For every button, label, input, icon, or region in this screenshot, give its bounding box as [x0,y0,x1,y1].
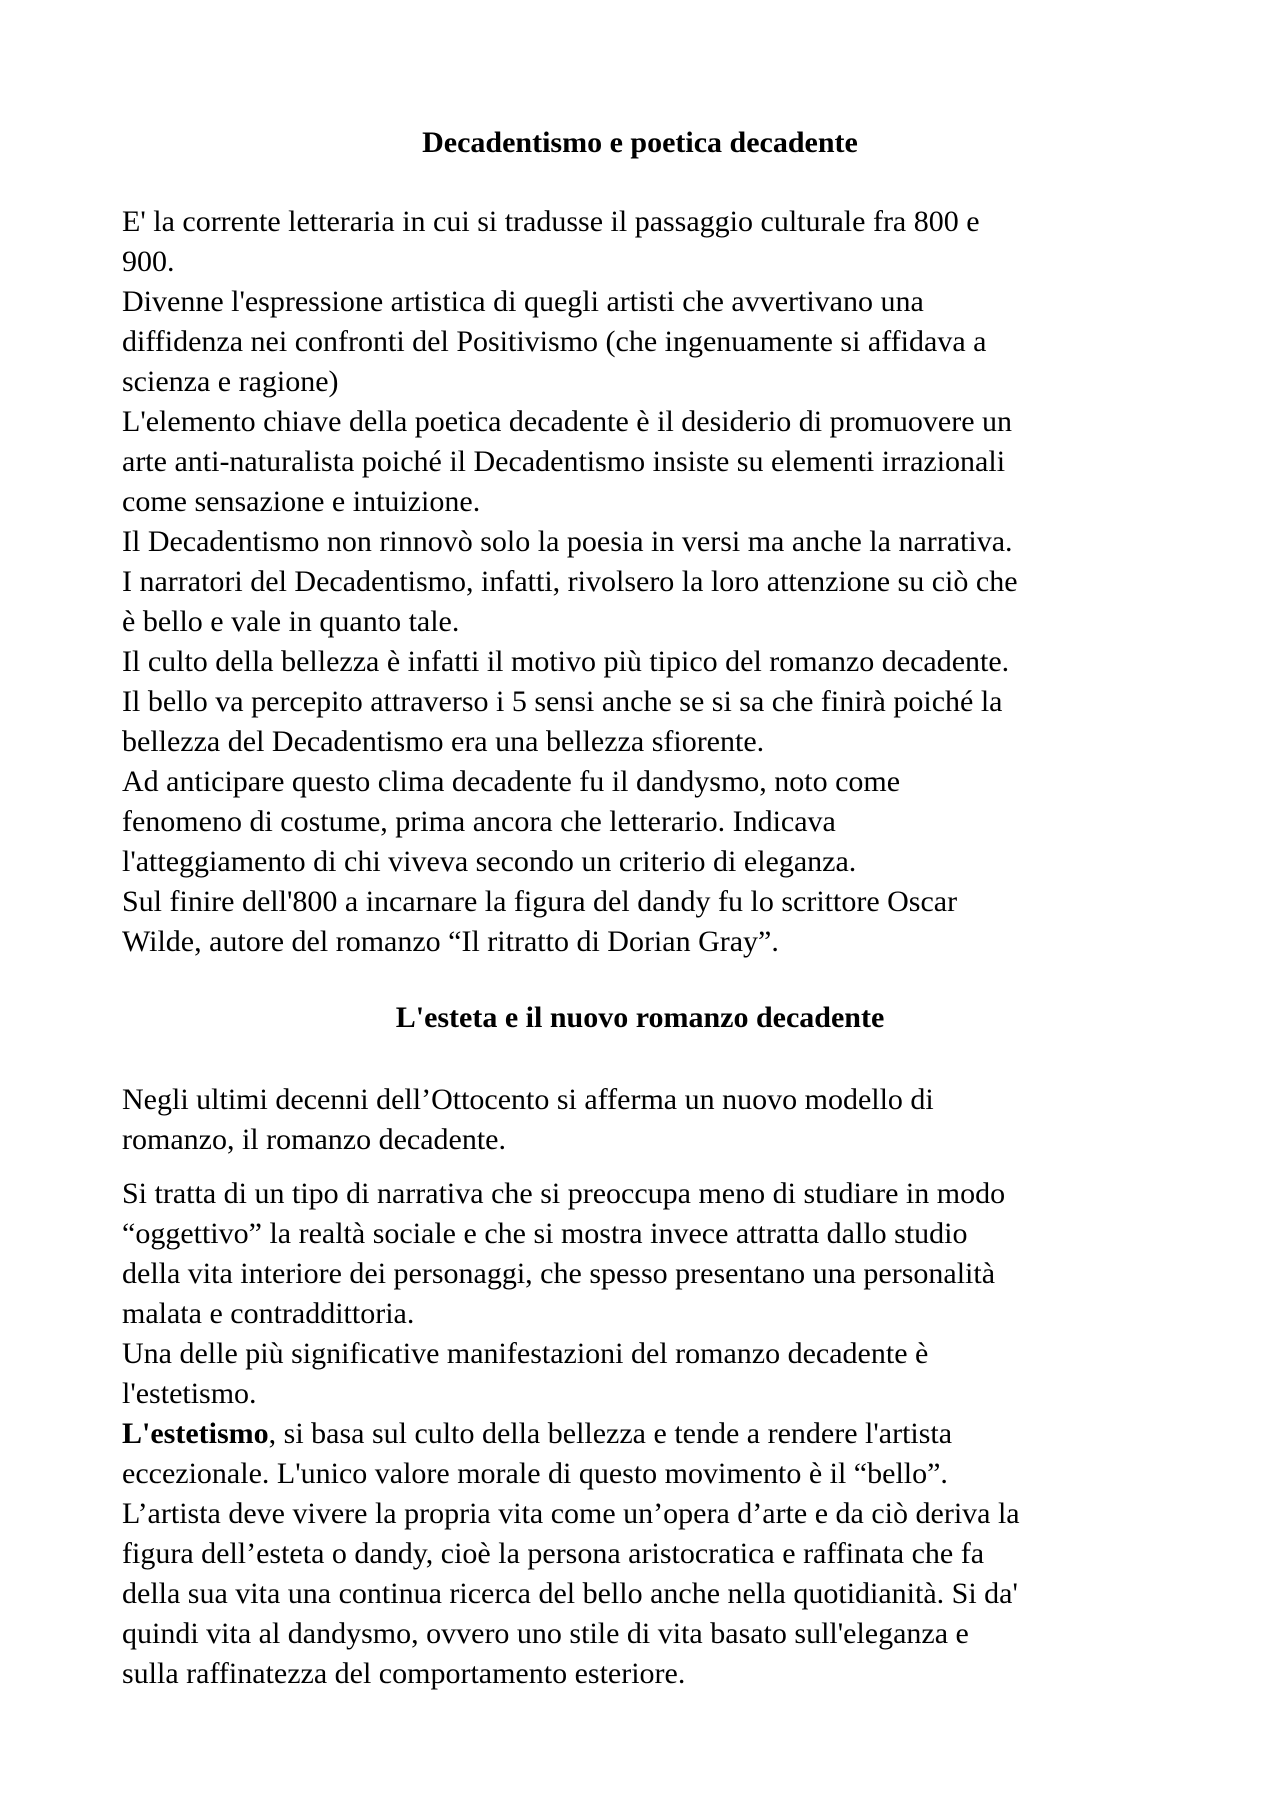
text-line: Wilde, autore del romanzo “Il ritratto di Dorian Gray”. [122,925,779,958]
estetismo-term: L'estetismo [122,1417,269,1450]
text-line: Negli ultimi decenni dell’Ottocento si afferma un nuovo modello di [122,1083,934,1116]
estetismo-definition: , si basa sul culto della bellezza e tende a rendere l'artista [268,1417,953,1450]
text-line: L'elemento chiave della poetica decadente è il desiderio di promuovere un [122,405,1013,438]
text-line: bellezza del Decadentismo era una bellezza sfiorente. [122,725,765,758]
text-line: l'estetismo. [122,1377,257,1410]
text-line: I narratori del Decadentismo, infatti, rivolsero la loro attenzione su ciò che [122,565,1018,598]
text-line: sulla raffinatezza del comportamento esteriore. [122,1657,686,1690]
text-line: arte anti-naturalista poiché il Decadentismo insiste su elementi irrazionali [122,445,1006,478]
text-line: Il culto della bellezza è infatti il motivo più tipico del romanzo decadente. [122,645,1010,678]
section-body-decadentismo [122,202,1182,962]
text-line: come sensazione e intuizione. [122,485,481,518]
text-line: scienza e ragione) [122,365,339,398]
text-line: Ad anticipare questo clima decadente fu il dandysmo, noto come [122,765,901,798]
text-line: è bello e vale in quanto tale. [122,605,460,638]
text-line: E' la corrente letteraria in cui si tradusse il passaggio culturale fra 800 e [122,205,980,238]
section-intro-esteta [122,1080,1182,1160]
section-title-decadentismo: Decadentismo e poetica decadente [422,126,858,159]
estetismo-line [122,1414,1182,1454]
text-line: “oggettivo” la realtà sociale e che si mostra invece attratta dallo studio [122,1217,968,1250]
section-body-esteta [122,1174,1182,1694]
section-title-esteta: L'esteta e il nuovo romanzo decadente [395,1001,885,1034]
text-line: Il bello va percepito attraverso i 5 sensi anche se si sa che finirà poiché la [122,685,1003,718]
text-line: fenomeno di costume, prima ancora che letterario. Indicava [122,805,836,838]
text-line: Si tratta di un tipo di narrativa che si preoccupa meno di studiare in modo [122,1177,1006,1210]
text-line: Il Decadentismo non rinnovò solo la poesia in versi ma anche la narrativa. [122,525,1013,558]
text-line: malata e contraddittoria. [122,1297,415,1330]
text-line: 900. [122,245,175,278]
text-line: L’artista deve vivere la propria vita come un’opera d’arte e da ciò deriva la [122,1497,1020,1530]
text-line: diffidenza nei confronti del Positivismo (che ingenuamente si affidava a [122,325,987,358]
text-line: Una delle più significative manifestazioni del romanzo decadente è [122,1337,929,1370]
text-line: eccezionale. L'unico valore morale di questo movimento è il “bello”. [122,1457,948,1490]
text-line: Divenne l'espressione artistica di quegli artisti che avvertivano una [122,285,924,318]
text-line: Sul finire dell'800 a incarnare la figura del dandy fu lo scrittore Oscar [122,885,958,918]
text-line: figura dell’esteta o dandy, cioè la persona aristocratica e raffinata che fa [122,1537,985,1570]
text-line: romanzo, il romanzo decadente. [122,1123,506,1156]
text-line: l'atteggiamento di chi viveva secondo un criterio di eleganza. [122,845,857,878]
text-line: della sua vita una continua ricerca del bello anche nella quotidianità. Si da' [122,1577,1018,1610]
text-line: quindi vita al dandysmo, ovvero uno stile di vita basato sull'eleganza e [122,1617,969,1650]
text-line: della vita interiore dei personaggi, che spesso presentano una personalità [122,1257,996,1290]
